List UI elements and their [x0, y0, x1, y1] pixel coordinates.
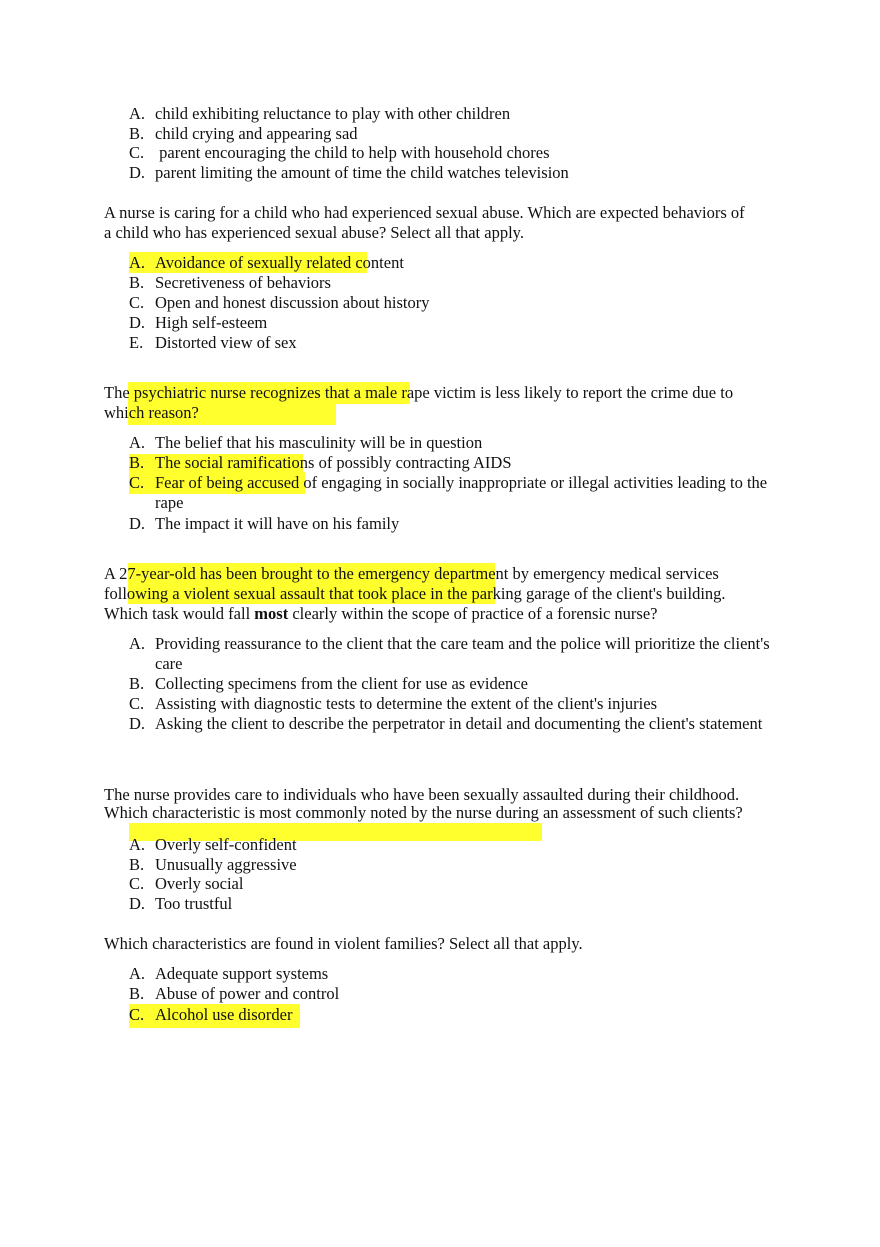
q3-stem-line3-after: clearly within the scope of practice of a forensic nurse?	[288, 604, 658, 623]
option-letter: A.	[129, 104, 146, 123]
option-text: The impact it will have on his family	[155, 514, 400, 533]
option-text: Asking the client to describe the perpetrator in detail and documenting the client's statement	[155, 714, 763, 733]
option-text: Alcohol use disorder	[155, 1005, 293, 1024]
option-text: Fear of being accused of engaging in socially inappropriate or illegal activities leading to the rape	[155, 473, 768, 512]
option-letter: D.	[129, 714, 146, 733]
option-letter: C.	[129, 1005, 145, 1024]
option-letter: A.	[129, 634, 146, 653]
option-text: Distorted view of sex	[155, 333, 297, 352]
option-letter: A.	[129, 835, 146, 854]
q4-stem-line1: The nurse provides care to individuals who have been sexually assaulted during their childhood.	[104, 785, 740, 804]
q2-stem-line2: which reason?	[104, 403, 199, 422]
option-text: The belief that his masculinity will be in question	[155, 433, 483, 452]
q2-stem-line1: The psychiatric nurse recognizes that a male rape victim is less likely to report the crime due to	[104, 383, 734, 402]
option-letter: C.	[129, 694, 145, 713]
option-letter: B.	[129, 453, 145, 472]
option-letter: D.	[129, 894, 146, 913]
option-letter: A.	[129, 253, 146, 272]
option-letter: C.	[129, 143, 145, 162]
option-text: Assisting with diagnostic tests to determine the extent of the client's injuries	[155, 694, 658, 713]
option-text: Adequate support systems	[155, 964, 329, 983]
option-text: Avoidance of sexually related content	[155, 253, 404, 272]
option-text: Too trustful	[155, 894, 233, 913]
option-letter: B.	[129, 124, 145, 143]
option-letter: D.	[129, 514, 146, 533]
option-text: Overly self-confident	[155, 835, 297, 854]
option-text: Open and honest discussion about history	[155, 293, 430, 312]
option-text: Unusually aggressive	[155, 855, 297, 874]
option-letter: C.	[129, 293, 145, 312]
option-text: Collecting specimens from the client for use as evidence	[155, 674, 528, 693]
option-text: child crying and appearing sad	[155, 124, 358, 143]
option-letter: D.	[129, 313, 146, 332]
option-letter: D.	[129, 163, 146, 182]
option-letter: B.	[129, 984, 145, 1003]
option-text: The social ramifications of possibly contracting AIDS	[155, 453, 512, 472]
option-letter: A.	[129, 964, 146, 983]
q1-stem-line2: a child who has experienced sexual abuse? Select all that apply.	[104, 223, 524, 242]
option-letter: B.	[129, 273, 145, 292]
option-text: child exhibiting reluctance to play with other children	[155, 104, 511, 123]
option-letter: C.	[129, 473, 145, 492]
option-text: Overly social	[155, 874, 244, 893]
option-text: parent limiting the amount of time the child watches television	[155, 163, 569, 182]
q3-stem-line2: following a violent sexual assault that took place in the parking garage of the client's building.	[104, 584, 726, 603]
option-text: Providing reassurance to the client that the care team and the police will prioritize the client's care	[155, 634, 770, 673]
q3-stem-line3	[104, 604, 657, 624]
option-letter: B.	[129, 674, 145, 693]
q5-stem: Which characteristics are found in violent families? Select all that apply.	[104, 934, 583, 953]
q1-stem-line1: A nurse is caring for a child who had experienced sexual abuse. Which are expected behaviors of	[104, 203, 745, 222]
option-letter: A.	[129, 433, 146, 452]
option-letter: C.	[129, 874, 145, 893]
q4-stem-line2: Which characteristic is most commonly noted by the nurse during an assessment of such clients?	[104, 803, 743, 822]
option-letter: E.	[129, 333, 144, 352]
option-text: Abuse of power and control	[155, 984, 340, 1003]
q3-stem-line1: A 27-year-old has been brought to the emergency department by emergency medical services	[104, 564, 719, 583]
option-text: Secretiveness of behaviors	[155, 273, 331, 292]
option-text: parent encouraging the child to help with household chores	[155, 143, 550, 162]
q3-stem-line3-before: Which task would fall	[104, 604, 255, 623]
q3-stem-emphasis: most	[254, 604, 289, 623]
option-letter: B.	[129, 855, 145, 874]
option-text: High self-esteem	[155, 313, 268, 332]
